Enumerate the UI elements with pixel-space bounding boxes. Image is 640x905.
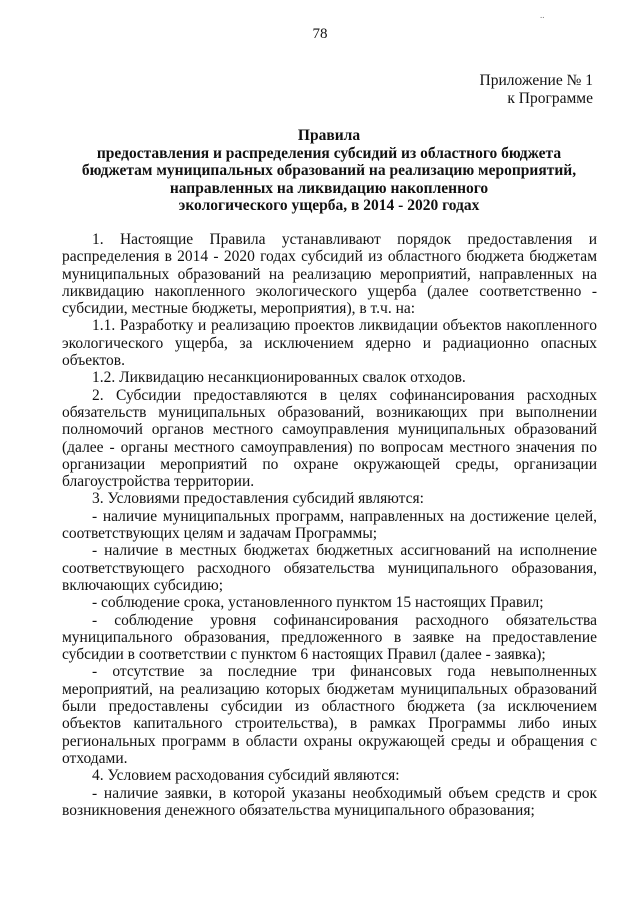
title-line-1: Правила xyxy=(297,127,361,144)
appendix-line-2: к Программе xyxy=(507,90,593,107)
document-body xyxy=(62,231,597,819)
paragraph-4: 4. Условием расходования субсидий являются: xyxy=(92,767,400,785)
appendix-line-1: Приложение № 1 xyxy=(479,72,593,89)
paragraph-3: 3. Условиями предоставления субсидий являются: xyxy=(92,490,424,508)
paragraph-3-item-3: - соблюдение срока, установленного пунктом 15 настоящих Правил; xyxy=(92,594,544,612)
document-title xyxy=(60,127,598,215)
paragraph-2: 2. Субсидии предоставляются в целях софинансирования расходных обязательств муниципальных образований, возникающих при выполнении полномочий органов местного самоуправления муниципальных образований (далее - органы местного самоуправления) по вопросам местного значения по организации мероприятий по охране окружающей среды, организации благоустройства территории. xyxy=(62,386,597,491)
paragraph-3-item-5: - отсутствие за последние три финансовых года невыполненных мероприятий, на реализацию которых бюджетам муниципальных образований были предоставлены субсидии из областного бюджета (за исключением объектов капитального строительства), в рамках Программы либо иных региональных программ в области охраны окружающей среды и обращения с отходами. xyxy=(62,663,597,767)
title-line-3: бюджетам муниципальных образований на реализацию мероприятий, xyxy=(81,162,577,179)
paragraph-1-2: 1.2. Ликвидацию несанкционированных свалок отходов. xyxy=(92,369,466,387)
paragraph-3-item-2: - наличие в местных бюджетах бюджетных ассигнований на исполнение соответствующего расходного обязательства муниципального образования, включающих субсидию; xyxy=(62,542,597,594)
appendix-label xyxy=(480,72,593,108)
paragraph-4-item-1: - наличие заявки, в которой указаны необходимый объем средств и срок возникновения денежного обязательства муниципального образования; xyxy=(62,784,597,819)
page-number: 78 xyxy=(312,26,328,42)
title-line-2: предоставления и распределения субсидий из областного бюджета xyxy=(96,144,562,162)
paragraph-1: 1. Настоящие Правила устанавливают порядок предоставления и распределения в 2014 - 2020 годах субсидий из областного бюджета бюджетам муниципальных образований на реализацию мероприятий, направленных на ликвидацию накопленного экологического ущерба (далее соответственно - субсидии, местные бюджеты, мероприятия), в т.ч. на: xyxy=(62,231,597,318)
title-line-5: экологического ущерба, в 2014 - 2020 годах xyxy=(178,197,480,214)
paragraph-3-item-4: - соблюдение уровня софинансирования расходного обязательства муниципального образования, предложенного в заявке на предоставление субсидии в соответствии с пунктом 6 настоящих Правил (далее - заявка); xyxy=(62,611,597,664)
corner-mark: .. xyxy=(540,10,545,20)
title-line-4: направленных на ликвидацию накопленного xyxy=(169,179,489,197)
paragraph-3-item-1: - наличие муниципальных программ, направленных на достижение целей, соответствующих целям и задачам Программы; xyxy=(62,507,597,543)
paragraph-1-1: 1.1. Разработку и реализацию проектов ликвидации объектов накопленного экологического ущерба, за исключением ядерно и радиационно опасных объектов. xyxy=(62,317,597,370)
